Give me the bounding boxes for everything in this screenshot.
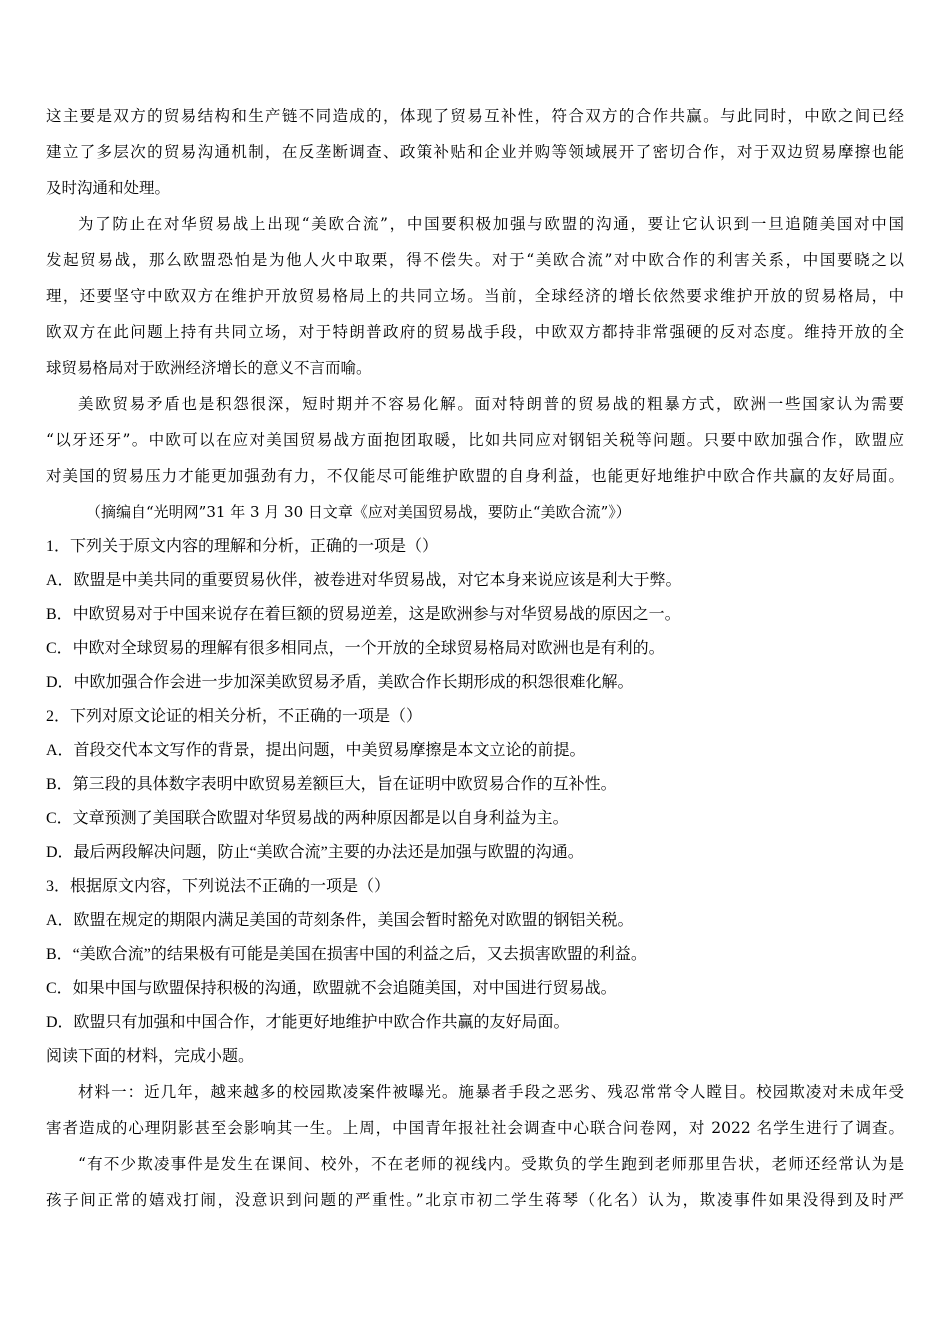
material-paragraph-1 [46,1074,904,1146]
option-b: B．中欧贸易对于中国来说存在着巨额的贸易逆差，这是欧洲参与对华贸易战的原因之一。 [46,606,681,623]
text-line: 这主要是双方的贸易结构和生产链不同造成的，体现了贸易互补性，符合双方的合作共赢。与此同时，中欧之间已经 [46,107,904,125]
option-b: B．第三段的具体数字表明中欧贸易差额巨大，旨在证明中欧贸易合作的互补性。 [46,776,617,793]
text-line: 建立了多层次的贸易沟通机制，在反垄断调查、政策补贴和企业并购等领域展开了密切合作，对于双边贸易摩擦也能 [46,143,904,161]
option-c: C．文章预测了美国联合欧盟对华贸易战的两种原因都是以自身利益为主。 [46,810,569,827]
option-a: A．欧盟在规定的期限内满足美国的苛刻条件，美国会暂时豁免对欧盟的钢铝关税。 [46,912,634,929]
text-line: 材料一：近几年，越来越多的校园欺凌案件被曝光。施暴者手段之恶劣、残忍常常令人瞠目。校园欺凌对未成年受 [78,1083,904,1101]
passage-paragraph-2 [46,206,904,386]
text-line: 欧双方在此问题上持有共同立场，对于特朗普政府的贸易战手段，中欧双方都持非常强硬的反对态度。维持开放的全 [46,323,904,341]
option-a: A．欧盟是中美共同的重要贸易伙伴，被卷进对华贸易战，对它本身来说应该是利大于弊。 [46,572,682,589]
passage-paragraph-1 [46,98,904,206]
text-line: 害者造成的心理阴影甚至会影响其一生。上周，中国青年报社社会调查中心联合问卷网，对 2022 名学生进行了调查。 [46,1119,904,1137]
text-line: 发起贸易战，那么欧盟恐怕是为他人火中取栗，得不偿失。对于“美欧合流”对中欧合作的利害关系，中国要晓之以 [46,251,904,269]
option-a: A．首段交代本文写作的背景，提出问题，中美贸易摩擦是本文立论的前提。 [46,742,586,759]
question-1 [46,530,904,700]
text-line: “以牙还牙”。中欧可以在应对美国贸易战方面抱团取暖，比如共同应对钢铝关税等问题。只要中欧加强合作，欧盟应 [46,431,904,449]
text-line: 为了防止在对华贸易战上出现“美欧合流”，中国要积极加强与欧盟的沟通，要让它认识到一旦追随美国对中国 [78,215,904,233]
text-line: 孩子间正常的嬉戏打闹，没意识到问题的严重性。”北京市初二学生蒋琴（化名）认为，欺凌事件如果没得到及时严 [46,1191,904,1209]
reading-instruction: 阅读下面的材料，完成小题。 [46,1048,255,1065]
question-stem: 1．下列关于原文内容的理解和分析，正确的一项是（） [46,538,439,555]
text-line: “有不少欺凌事件是发生在课间、校外，不在老师的视线内。受欺负的学生跑到老师那里告状，老师还经常认为是 [78,1155,904,1173]
text-line: 对美国的贸易压力才能更加强劲有力，不仅能尽可能维护欧盟的自身利益，也能更好地维护中欧合作共赢的友好局面。 [46,467,904,485]
text-line: 理，还要坚守中欧双方在维护开放贸易格局上的共同立场。当前，全球经济的增长依然要求维护开放的贸易格局，中 [46,287,904,305]
option-c: C．中欧对全球贸易的理解有很多相同点，一个开放的全球贸易格局对欧洲也是有利的。 [46,640,665,657]
source-citation: （摘编自“光明网”31 年 3 月 30 日文章《应对美国贸易战，要防止“美欧合流”》） [86,503,631,521]
question-3 [46,870,904,1040]
material-paragraph-2 [46,1146,904,1218]
question-stem: 2．下列对原文论证的相关分析，不正确的一项是（） [46,708,423,725]
option-d: D．欧盟只有加强和中国合作，才能更好地维护中欧合作共赢的友好局面。 [46,1014,570,1031]
text-line: 球贸易格局对于欧洲经济增长的意义不言而喻。 [46,359,372,377]
option-c: C．如果中国与欧盟保持积极的沟通，欧盟就不会追随美国，对中国进行贸易战。 [46,980,617,997]
option-b: B．“美欧合流”的结果极有可能是美国在损害中国的利益之后，又去损害欧盟的利益。 [46,946,647,963]
text-line: 美欧贸易矛盾也是积怨很深，短时期并不容易化解。面对特朗普的贸易战的粗暴方式，欧洲一些国家认为需要 [78,395,904,413]
document-page [46,98,904,1218]
text-line: 及时沟通和处理。 [46,179,171,197]
question-2 [46,700,904,870]
option-d: D．中欧加强合作会进一步加深美欧贸易矛盾，美欧合作长期形成的积怨很难化解。 [46,674,634,691]
question-stem: 3．根据原文内容，下列说法不正确的一项是（） [46,878,391,895]
option-d: D．最后两段解决问题，防止“美欧合流”主要的办法还是加强与欧盟的沟通。 [46,844,584,861]
passage-paragraph-3 [46,386,904,494]
